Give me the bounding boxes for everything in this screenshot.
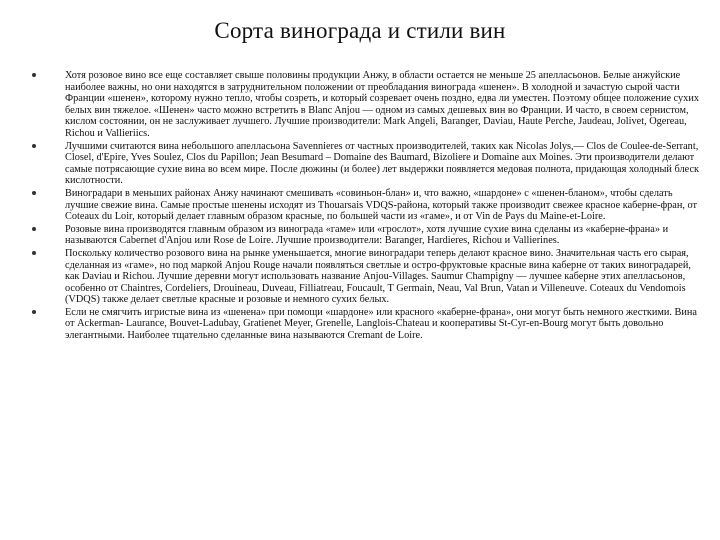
bullet-item xyxy=(32,70,700,140)
bullet-text: Виноградари в меньших районах Анжу начинают смешивать «совиньон-блан» и, что важно, «шардоне» с «шенен-бланом», чтобы сделать лучшие свежие вина. Самые простые шенены исходят из Thouarsais VDQS-района, который также производит свежее красное каберне-фран, от Coteaux du Loir, который делает главным образом красные, по большей части из «гаме», и от Vin de Pays du Maine-et-Loire. xyxy=(65,187,698,223)
bullet-marker xyxy=(32,310,36,314)
bullet-item xyxy=(32,141,700,187)
bullet-item xyxy=(32,307,700,342)
bullet-text: Поскольку количество розового вина на рынке уменьшается, многие виноградари теперь делают красное вино. Значительная часть его сырая, сделанная из «гаме», но под маркой Anjou Rouge начали появляться светлые и остро-фруктовые красные вина каберне от таких виноградарей, как Daviau и Richou. Лучшие деревни могут использовать название Anjou-Villages. Saumur Champigny — лучшее каберне этих апелласьонов, особенно от Chaintres, Cordeliers, Drouineau, Duveau, Filliatreau, Foucault, T Germain, Neau, Val Brun, Vatan и Villeneuve. Coteaux du Vendomois (VDQS) также делает светлые красные и розовые и немного сухих белых. xyxy=(65,247,691,306)
bullet-item xyxy=(32,224,700,247)
bullet-text: Хотя розовое вино все еще составляет свыше половины продукции Анжу, в области остается не меньше 25 апелласьонов. Белые анжуйские наиболее важны, но они находятся в затруднительном положении от преобладания винограда «шенен». В холодной и зачастую сырой части Франции «шенен», которому нужно тепло, чтобы созреть, и который созревает очень поздно, едва ли уместен. Поэтому общее положение сухих белых вин тяжелое. «Шенен» часто можно встретить в Blanc Anjou — одном из самых дешевых вин во Франции. И часто, в своем сернистом, кислом состоянии, он не заслуживает лучшего. Лучшие производители: Mark Angeli, Baranger, Daviau, Haute Perche, Jaudeau, Jolivet, Ogereau, Richou и Vallieriics. xyxy=(65,70,699,139)
slide-title: Сорта винограда и стили вин xyxy=(214,18,506,43)
bullet-list xyxy=(32,70,700,343)
bullet-item xyxy=(32,248,700,306)
bullet-item xyxy=(32,188,700,223)
bullet-text: Розовые вина производятся главным образом из винограда «гаме» или «гроcлот», хотя лучшие сухие вина сделаны из «каберне-франа» и называются Cabernet d'Anjou или Rose de Loire. Лучшие производители: Baranger, Hardieres, Richou и Vallierines. xyxy=(65,223,669,247)
bullet-text: Лучшими считаются вина небольшого апелласьона Savennieres от частных производителей, таких как Nicolas Jolys,— Clos de Coulee-de-Serrant, Closel, d'Epire, Yves Soulez, Clos du Papillon; Jean Besumard – Domaine des Baumard, Bizoliere и Domaine aux Moines. Эти производители делают самые потрясающие сухие вина во всем мире. После дюжины (и более) лет выдержки появляется медовая полнота, придающая холодный блеск кислотности. xyxy=(65,140,700,187)
bullet-text: Если не смягчить игристые вина из «шенена» при помощи «шардоне» или красного «каберне-франа», они могут быть немного жесткими. Вина от Ackerman- Laurance, Bouvet-Ladubay, Gratienet Meyer, Grenelle, Langlois-Chateau и кооперативы St-Cyr-en-Bourg могут быть довольно элегантными. Наиболее тщательно сделанные вина называются Cremant de Loire. xyxy=(65,306,698,342)
bullet-marker xyxy=(32,73,36,77)
bullet-marker xyxy=(32,227,36,231)
bullet-marker xyxy=(32,191,36,195)
bullet-marker xyxy=(32,144,36,148)
bullet-marker xyxy=(32,251,36,255)
